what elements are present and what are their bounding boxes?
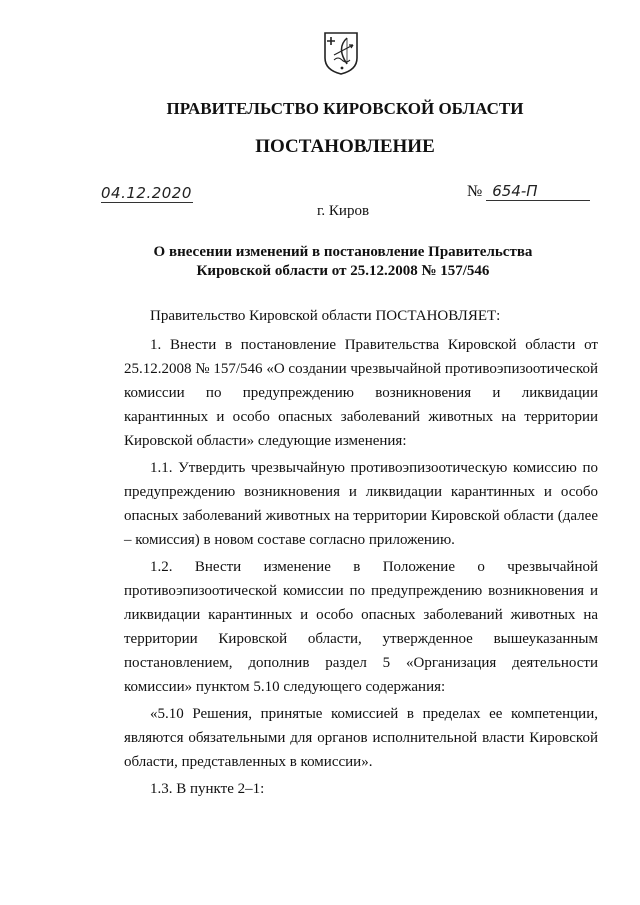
intro-paragraph: Правительство Кировской области ПОСТАНОВЛЯЕТ: [150,308,501,324]
document-date: 04.12.2020 [101,184,192,202]
paragraph-1-2: 1.2. Внести изменение в Положение о чрезвычайной противоэпизоотической комиссии по предупреждению возникновения и ликвидации карантинных и особо опасных заболеваний животных на территории Кировской области, утвержденное вышеуказанным постановлением, дополнив раздел 5 «Организация деятельности комиссии» пунктом 5.10 следующего содержания: [124,559,598,695]
document-title [0,243,640,281]
title-line-1: О внесении изменений в постановление Правительства [153,244,533,260]
paragraph-1: 1. Внести в постановление Правительства Кировской области от 25.12.2008 № 157/546 «О создании чрезвычайной противоэпизоотической комиссии по предупреждению возникновения и ликвидации карантинных и особо опасных заболеваний животных на территории Кировской области» следующие изменения: [124,337,598,449]
quote-paragraph: «5.10 Решения, принятые комиссией в пределах ее компетенции, являются обязательными для органов исполнительной власти Кировской области, представленных в комиссии». [124,706,598,770]
number-sign: № [467,183,483,200]
government-name: ПРАВИТЕЛЬСТВО КИРОВСКОЙ ОБЛАСТИ [166,99,524,118]
document-number-block [467,182,590,201]
paragraph-1-1: 1.1. Утвердить чрезвычайную противоэпизоотическую комиссию по предупреждению возникновения и ликвидации карантинных и особо опасных заболеваний животных на территории Кировской области (далее – комиссия) в новом составе согласно приложению. [124,460,598,548]
document-body [124,304,598,801]
document-type: ПОСТАНОВЛЕНИЕ [255,136,435,157]
paragraph-1-3: 1.3. В пункте 2–1: [150,781,265,797]
coat-of-arms-icon [322,30,360,76]
document-number: 654-П [486,182,590,201]
title-line-2: Кировской области от 25.12.2008 № 157/546 [196,263,490,279]
city: г. Киров [316,203,370,219]
